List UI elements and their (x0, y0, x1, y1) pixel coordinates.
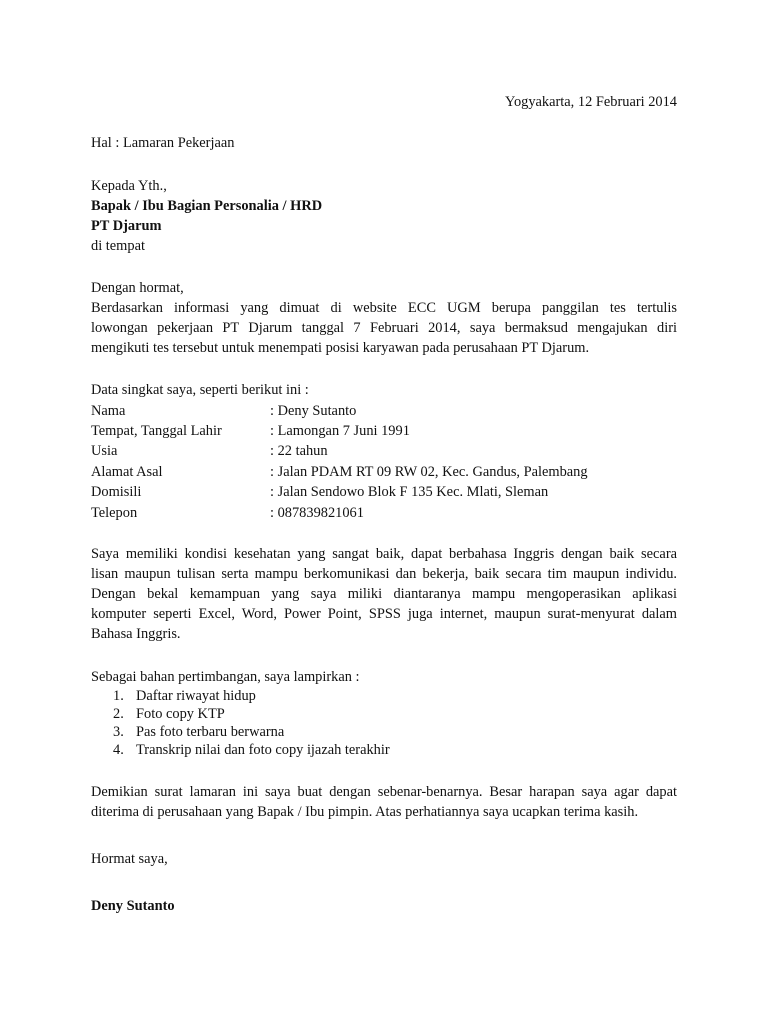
attachment-text: Foto copy KTP (136, 706, 225, 722)
data-label: Usia (91, 443, 118, 459)
intro-line: lowongan pekerjaan PT Djarum tanggal 7 Februari 2014, saya bermaksud mengajukan diri (91, 320, 677, 336)
data-label: Domisili (91, 484, 142, 500)
signatory-name: Deny Sutanto (91, 898, 175, 914)
skills-line: Bahasa Inggris. (91, 626, 181, 642)
attachment-number: 4. (113, 742, 124, 758)
data-label: Nama (91, 403, 126, 419)
attachment-number: 1. (113, 688, 124, 704)
place-date: Yogyakarta, 12 Februari 2014 (505, 94, 677, 110)
skills-line: komputer seperti Excel, Word, Power Point, SPSS juga internet, maupun surat-menyurat dalam (91, 606, 677, 622)
data-value: : 087839821061 (270, 505, 364, 521)
skills-line: lisan maupun tulisan serta mampu berkomunikasi dan bekerja, baik secara tim maupun individu. (91, 566, 677, 582)
attachment-text: Daftar riwayat hidup (136, 688, 256, 704)
intro-line: mengikuti tes tersebut untuk menempati posisi karyawan pada perusahaan PT Djarum. (91, 340, 590, 356)
closing-paragraph (91, 782, 677, 822)
data-value: : 22 tahun (270, 443, 328, 459)
data-value: : Lamongan 7 Juni 1991 (270, 423, 410, 439)
skills-line: Saya memiliki kondisi kesehatan yang sangat baik, dapat berbahasa Inggris dengan baik secara (91, 546, 677, 562)
recipient-salutation: Kepada Yth., (91, 178, 167, 194)
attachment-number: 2. (113, 706, 124, 722)
data-value: : Deny Sutanto (270, 403, 357, 419)
intro-paragraph (91, 298, 677, 358)
recipient-name: Bapak / Ibu Bagian Personalia / HRD (91, 198, 323, 214)
data-heading: Data singkat saya, seperti berikut ini : (91, 382, 309, 398)
data-value: : Jalan PDAM RT 09 RW 02, Kec. Gandus, Palembang (270, 464, 588, 480)
attachment-text: Pas foto terbaru berwarna (136, 724, 285, 740)
data-label: Tempat, Tanggal Lahir (91, 423, 222, 439)
attachments-heading: Sebagai bahan pertimbangan, saya lampirkan : (91, 669, 360, 685)
data-value: : Jalan Sendowo Blok F 135 Kec. Mlati, Sleman (270, 484, 549, 500)
closing-line: diterima di perusahaan yang Bapak / Ibu pimpin. Atas perhatiannya saya ucapkan terima kasih. (91, 804, 639, 820)
closing-line: Demikian surat lamaran ini saya buat dengan sebenar-benarnya. Besar harapan saya agar dapat (91, 784, 677, 800)
data-label: Alamat Asal (91, 464, 163, 480)
attachment-text: Transkrip nilai dan foto copy ijazah terakhir (136, 742, 390, 758)
recipient-company: PT Djarum (91, 218, 162, 234)
subject-line: Hal : Lamaran Pekerjaan (91, 135, 235, 151)
skills-paragraph (91, 544, 677, 644)
recipient-location: di tempat (91, 238, 145, 254)
intro-line: Berdasarkan informasi yang dimuat di website ECC UGM berupa panggilan tes tertulis (91, 300, 677, 316)
skills-line: Dengan bekal kemampuan yang saya miliki diantaranya mampu mengoperasikan aplikasi (91, 586, 677, 602)
greeting: Dengan hormat, (91, 280, 184, 296)
sign-off: Hormat saya, (91, 851, 168, 867)
attachment-number: 3. (113, 724, 124, 740)
data-label: Telepon (91, 505, 138, 521)
